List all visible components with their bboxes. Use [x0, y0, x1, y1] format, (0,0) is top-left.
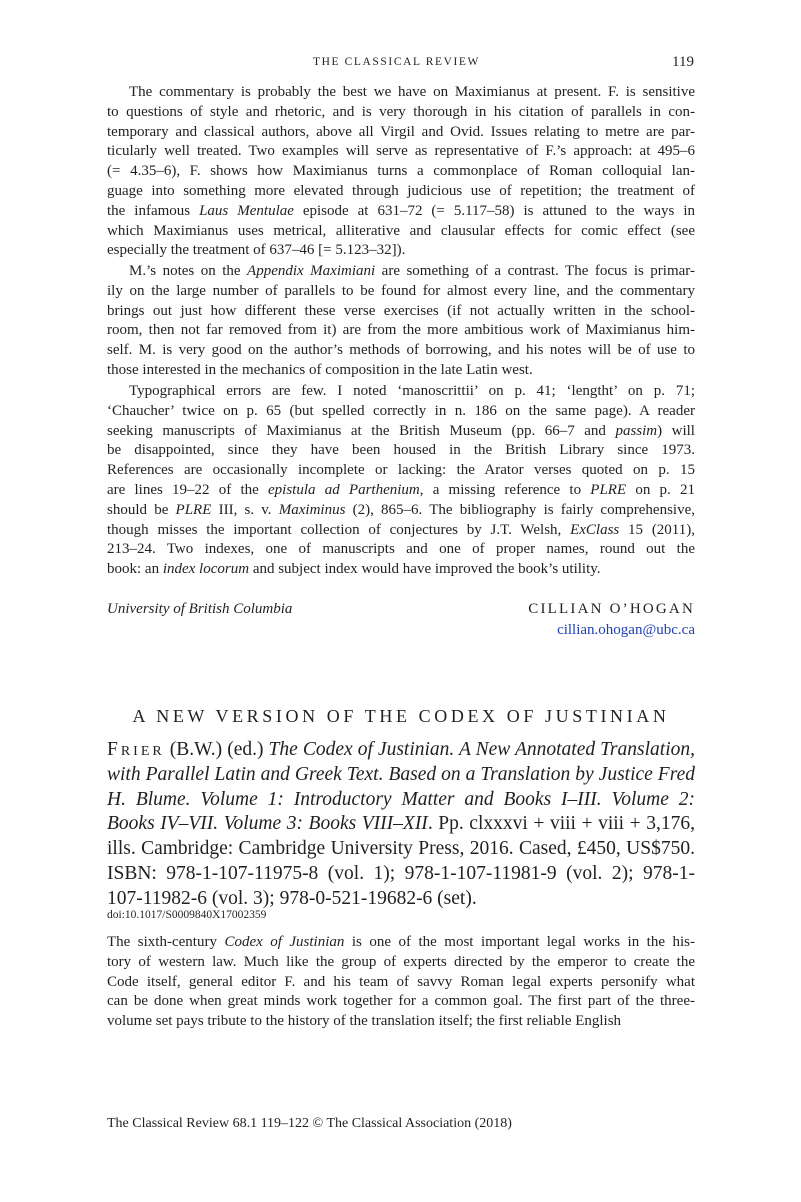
- text-line: [107, 382, 695, 402]
- text-run: are lines 19–22 of the: [107, 481, 268, 498]
- text-line: [107, 123, 695, 143]
- text-run: though misses the important collection of conjectures by J.T. Welsh,: [107, 521, 571, 538]
- text-run: , a missing reference to: [419, 481, 591, 498]
- book-citation: [107, 738, 695, 912]
- text-line: [107, 361, 695, 381]
- text-run: 213–24. Two indexes, one of manuscripts and one of proper names, round out the: [107, 541, 695, 558]
- text-run: (= 4.35–6), F. shows how Maximianus turns a commonplace of Roman colloquial lan-: [107, 163, 695, 180]
- text-line: [107, 202, 695, 222]
- text-line: [107, 142, 695, 162]
- text-line: [107, 953, 695, 973]
- text-run: M.’s notes on the: [129, 263, 248, 279]
- text-line: [107, 481, 695, 501]
- text-run: III, s. v.: [211, 501, 279, 518]
- italic-text: Laus Mentulae: [199, 202, 294, 219]
- text-run: book: an: [107, 561, 163, 578]
- text-line: [107, 262, 695, 282]
- citation-details: (B.W.) (ed.): [164, 739, 269, 760]
- doi-reference: doi:10.1017/S0009840X17002359: [107, 909, 267, 921]
- italic-text: PLRE: [590, 481, 627, 498]
- text-run: and subject index would have improved the book’s utility.: [249, 561, 601, 578]
- running-title: THE CLASSICAL REVIEW: [313, 56, 481, 68]
- text-run: ‘Chaucher’ twice on p. 65 (but spelled correctly in n. 186 on the same page). A reader: [107, 402, 695, 419]
- text-run: Code itself, general editor F. and his team of savvy Roman legal experts personify what: [107, 973, 695, 990]
- text-line: [107, 282, 695, 302]
- italic-text: epistula ad Parthenium: [268, 481, 420, 498]
- text-line: [107, 182, 695, 202]
- text-run: temporary and classical authors, above all Virgil and Ovid. Issues relating to metre are par-: [107, 123, 695, 140]
- text-run: ily on the large number of parallels to be found for almost every line, and the commentary: [107, 282, 695, 299]
- text-line: [107, 540, 695, 560]
- text-line: [107, 441, 695, 461]
- paragraph-commentary: [107, 83, 695, 261]
- text-line: [107, 1012, 695, 1032]
- text-line: [107, 973, 695, 993]
- text-line: [107, 933, 695, 953]
- text-line: [107, 103, 695, 123]
- text-run: episode at 631–72 (= 5.117–58) is attuned to the ways in: [293, 202, 695, 219]
- journal-footer: The Classical Review 68.1 119–122 © The Classical Association (2018): [107, 1116, 512, 1131]
- text-run: the infamous: [107, 202, 200, 219]
- text-run: to questions of style and rhetoric, and is very thorough in his citation of parallels in con-: [107, 103, 695, 120]
- reviewer-email-link[interactable]: cillian.ohogan@ubc.ca: [557, 622, 695, 638]
- text-run: can be done when great minds work together for a common goal. The first part of the three-: [107, 993, 695, 1010]
- text-line: [107, 83, 695, 103]
- text-run: References are occasionally incomplete or lacking: the Arator verses quoted on p. 15: [107, 462, 695, 479]
- text-line: [107, 302, 695, 322]
- text-run: The sixth-century: [107, 934, 225, 950]
- text-line: [107, 162, 695, 182]
- text-run: is one of the most important legal works in the his-: [344, 934, 695, 950]
- page-number: 119: [672, 54, 694, 70]
- text-run: which Maximianus uses metrical, alliterative and clausular effects for comic effect (see: [107, 222, 695, 239]
- text-line: [107, 560, 695, 580]
- reviewer-affiliation: University of British Columbia: [107, 601, 293, 617]
- italic-text: Maximinus: [278, 501, 346, 518]
- paragraph-appendix-notes: [107, 262, 695, 381]
- text-run: should be: [107, 501, 176, 518]
- reviewer-name: CILLIAN O’HOGAN: [528, 601, 695, 617]
- text-line: [107, 321, 695, 341]
- text-run: those interested in the mechanics of composition in the late Latin west.: [107, 361, 533, 378]
- text-line: [107, 341, 695, 361]
- text-run: are something of a contrast. The focus is primar-: [375, 263, 695, 279]
- italic-text: index locorum: [162, 561, 250, 578]
- text-line: [107, 222, 695, 242]
- italic-text: ExClass: [570, 521, 620, 538]
- paragraph-review-body: [107, 933, 695, 1032]
- italic-text: passim: [615, 422, 658, 439]
- text-run: self. M. is very good on the author’s methods of borrowing, and his notes will be of use to: [107, 342, 695, 359]
- italic-text: Codex of Justinian: [224, 934, 345, 950]
- text-run: be disappointed, since they have been housed in the British Library since 1973.: [107, 442, 695, 459]
- text-run: ) will: [657, 422, 695, 439]
- text-line: [107, 501, 695, 521]
- text-run: room, then not far removed from it) are from the more ambitious work of Maximianus him-: [107, 322, 695, 339]
- text-line: [107, 241, 695, 261]
- text-run: ticularly well treated. Two examples will serve as representative of F.’s approach: at 495–6: [107, 143, 695, 160]
- citation-details: . Pp. clxxxvi + viii + viii + 3,176, ills. Cambridge: Cambridge University Press, 2016. Cased, £450, US$750. ISBN: 978-1-107-11975-8 (vol. 1); 978-1-107-11981-9 (vol. 2); 978-1-107-11982-6 (vol. 3); 978-0-521-19682-6 (set).: [107, 813, 695, 909]
- text-line: [107, 521, 695, 541]
- text-run: guage into something more elevated through judicious use of repetition; the treatment of: [107, 182, 695, 199]
- text-run: Typographical errors are few. I noted ‘manoscrittii’ on p. 41; ‘lengtht’ on p. 71;: [129, 383, 695, 399]
- text-line: [107, 402, 695, 422]
- text-run: The commentary is probably the best we have on Maximianus at present. F. is sensitive: [129, 84, 695, 100]
- review-section-title: A NEW VERSION OF THE CODEX OF JUSTINIAN: [132, 706, 670, 726]
- text-run: tory of western law. Much like the group of experts directed by the emperor to create the: [107, 953, 695, 970]
- book-title: The Codex of Justinian. A New Annotated Translation, with Parallel Latin and Greek Text. Based on a Translation by Justice Fred H. Blume. Volume 1: Introductory Matter and Books I–III. Volume 2: Books IV–VII. Volume 3: Books VIII–XII: [107, 739, 695, 835]
- text-run: seeking manuscripts of Maximianus at the British Museum (pp. 66–7 and: [107, 422, 616, 439]
- italic-text: Appendix Maximiani: [247, 263, 376, 279]
- italic-text: PLRE: [175, 501, 212, 518]
- text-run: volume set pays tribute to the history of the translation itself; the first reliable English: [107, 1013, 622, 1030]
- editor-name: Frier: [107, 739, 165, 760]
- paragraph-typographical-errors: [107, 382, 695, 580]
- text-line: [107, 461, 695, 481]
- text-run: on p. 21: [626, 481, 696, 498]
- text-line: [107, 422, 695, 442]
- text-run: (2), 865–6. The bibliography is fairly comprehensive,: [345, 501, 695, 518]
- text-line: [107, 992, 695, 1012]
- text-run: 15 (2011),: [619, 521, 695, 538]
- text-run: brings out just how different these verse exercises (if not actually written in the school-: [107, 302, 695, 319]
- text-run: especially the treatment of 637–46 [= 5.123–32]).: [107, 242, 406, 259]
